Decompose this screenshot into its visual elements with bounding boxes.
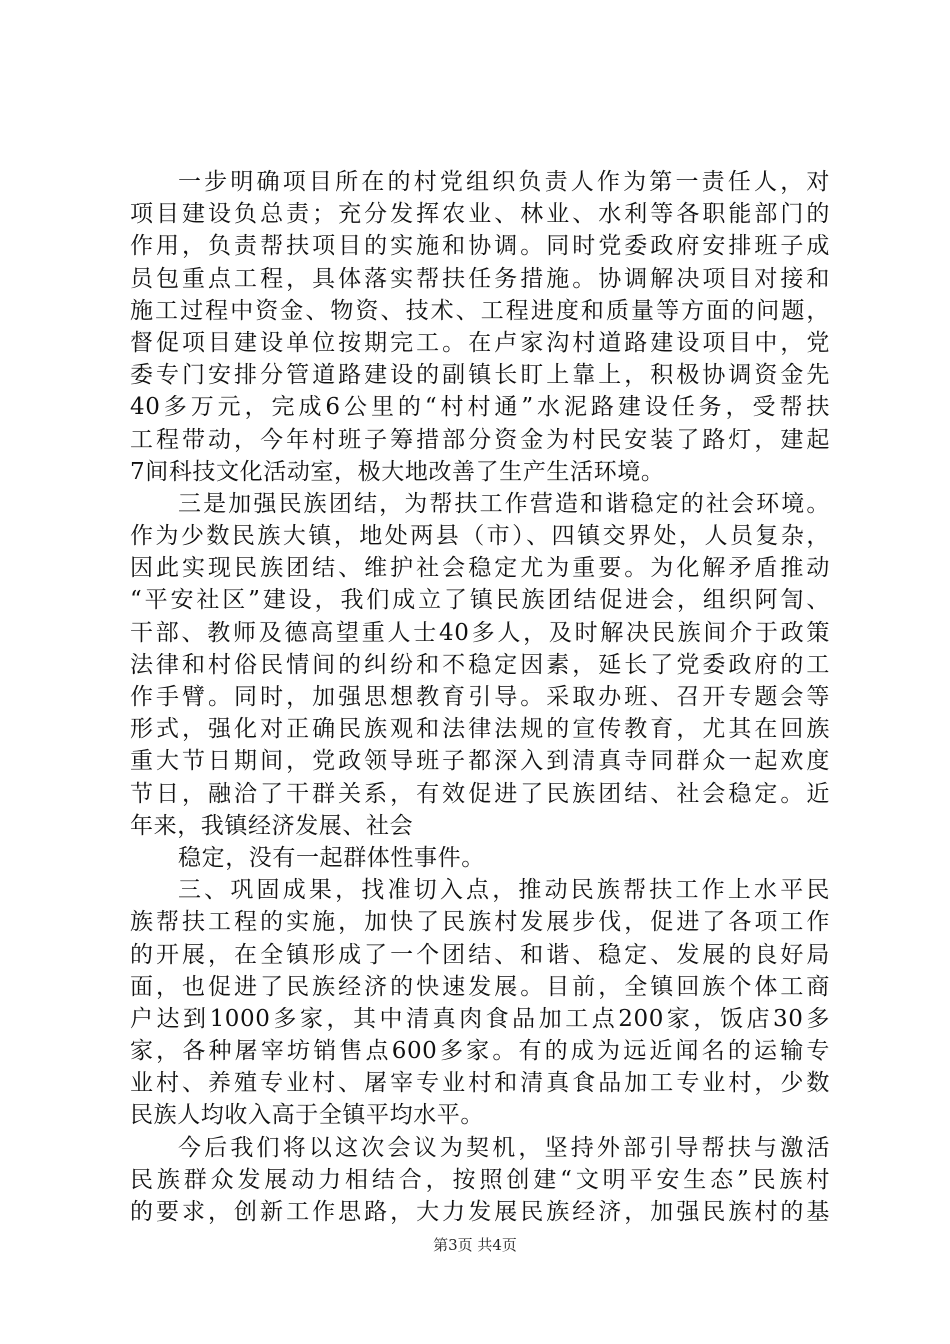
- text-line: 民族人均收入高于全镇平均水平。: [130, 1102, 484, 1129]
- text-line: 三是加强民族团结，为帮扶工作营造和谐稳定的社会环境。: [178, 490, 830, 517]
- text-line: 工程带动，今年村班子筹措部分资金为村民安装了路灯，建起: [130, 426, 830, 453]
- text-line: 业村、养殖专业村、屠宰专业村和清真食品加工专业村，少数: [130, 1070, 830, 1097]
- text-line: 项目建设负总责；充分发挥农业、林业、水利等各职能部门的: [130, 201, 830, 228]
- text-line: 干部、教师及德高望重人士40多人，及时解决民族间介于政策: [130, 619, 830, 646]
- text-line: 年来，我镇经济发展、社会: [130, 812, 414, 839]
- text-line: 族帮扶工程的实施，加快了民族村发展步伐，促进了各项工作: [130, 909, 830, 936]
- text-line: 的开展，在全镇形成了一个团结、和谐、稳定、发展的良好局: [130, 941, 830, 968]
- text-line: 作用，负责帮扶项目的实施和协调。同时党委政府安排班子成: [130, 233, 830, 260]
- text-line: 的要求，创新工作思路，大力发展民族经济，加强民族村的基: [130, 1199, 830, 1225]
- text-line: 督促项目建设单位按期完工。在卢家沟村道路建设项目中，党: [130, 329, 830, 356]
- text-line: 面，也促进了民族经济的快速发展。目前，全镇回族个体工商: [130, 973, 830, 1000]
- text-line: 委专门安排分管道路建设的副镇长盯上靠上，积极协调资金先: [130, 362, 830, 389]
- text-line: 施工过程中资金、物资、技术、工程进度和质量等方面的问题，: [130, 297, 830, 324]
- text-line: 民族群众发展动力相结合，按照创建“文明平安生态”民族村: [130, 1166, 830, 1193]
- text-line: 户达到1000多家，其中清真肉食品加工点200家，饭店30多: [130, 1005, 830, 1032]
- text-line: 员包重点工程，具体落实帮扶任务措施。协调解决项目对接和: [130, 265, 830, 292]
- document-body: [130, 166, 830, 1228]
- text-line: 今后我们将以这次会议为契机，坚持外部引导帮扶与激活: [178, 1134, 830, 1161]
- text-line: “平安社区”建设，我们成立了镇民族团结促进会，组织阿訇、: [130, 587, 830, 614]
- text-line: 因此实现民族团结、维护社会稳定尤为重要。为化解矛盾推动: [130, 555, 830, 582]
- text-line: 40多万元，完成6公里的“村村通”水泥路建设任务，受帮扶: [130, 394, 830, 421]
- text-line: 7间科技文化活动室，极大地改善了生产生活环境。: [130, 458, 665, 485]
- text-line: 一步明确项目所在的村党组织负责人作为第一责任人，对: [178, 169, 830, 195]
- text-line: 节日，融洽了干群关系，有效促进了民族团结、社会稳定。近: [130, 780, 830, 807]
- text-line: 作为少数民族大镇，地处两县（市）、四镇交界处，人员复杂，: [130, 523, 830, 550]
- text-line: 形式，强化对正确民族观和法律法规的宣传教育，尤其在回族: [130, 716, 830, 743]
- page-footer: 第3页 共4页: [433, 1236, 517, 1254]
- text-line: 家，各种屠宰坊销售点600多家。有的成为远近闻名的运输专: [130, 1038, 830, 1065]
- text-line: 法律和村俗民情间的纠纷和不稳定因素，延长了党委政府的工: [130, 651, 830, 678]
- text-line: 三、巩固成果，找准切入点，推动民族帮扶工作上水平民: [178, 877, 830, 904]
- text-line: 作手臂。同时，加强思想教育引导。采取办班、召开专题会等: [130, 684, 830, 710]
- text-line: 重大节日期间，党政领导班子都深入到清真寺同群众一起欢度: [130, 748, 830, 775]
- text-line: 稳定，没有一起群体性事件。: [178, 844, 485, 871]
